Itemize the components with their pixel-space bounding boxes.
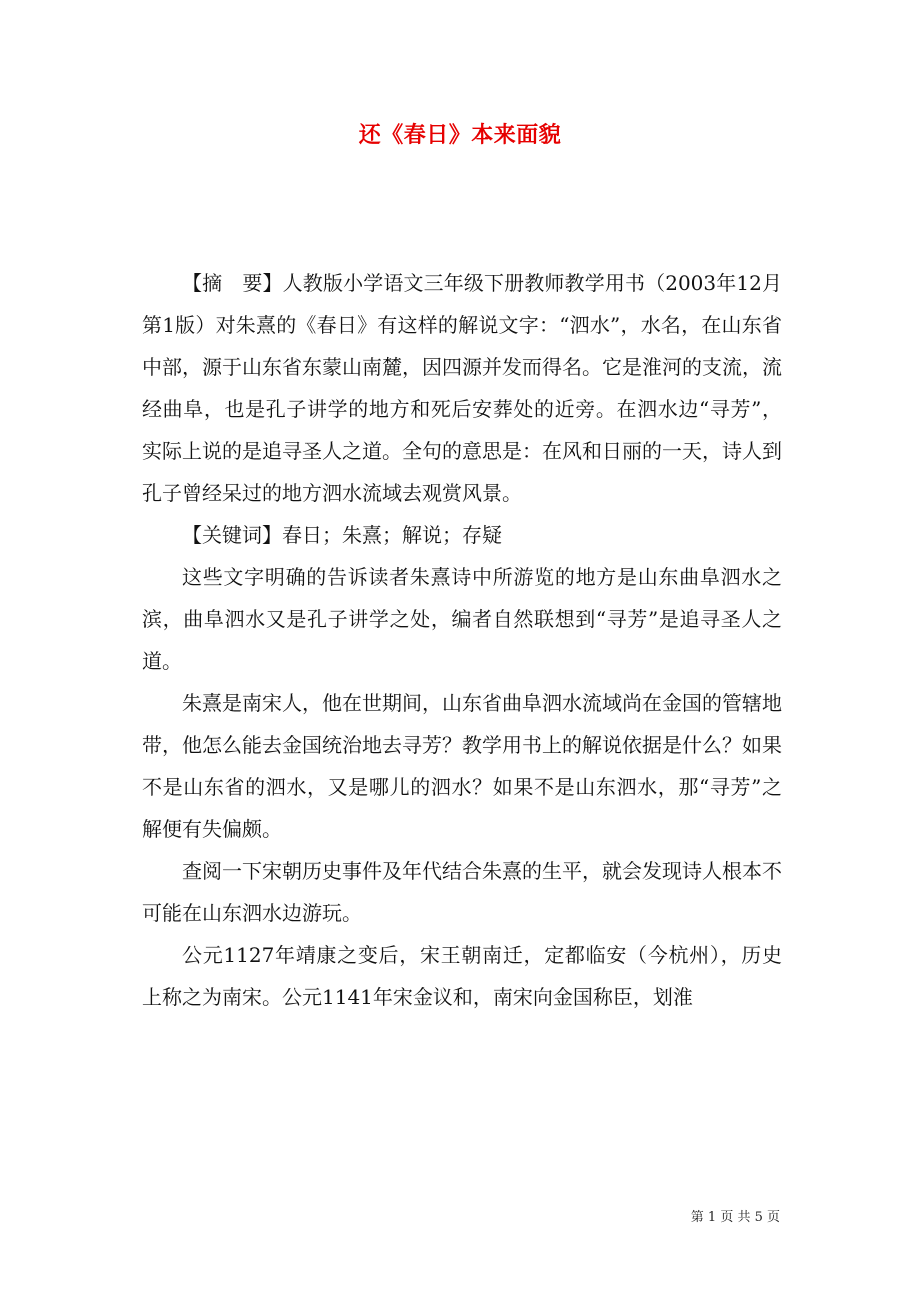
document-title: 还《春日》本来面貌	[358, 122, 562, 148]
body-paragraph-1: 这些文字明确的告诉读者朱熹诗中所游览的地方是山东曲阜泗水之滨，曲阜泗水又是孔子讲学之处，编者自然联想到“寻芳”是追寻圣人之道。	[142, 565, 782, 673]
document-body	[142, 262, 782, 1018]
body-paragraph-4: 公元1127年靖康之变后，宋王朝南迁，定都临安（今杭州），历史上称之为南宋。公元1141年宋金议和，南宋向金国称臣，划淮	[142, 943, 782, 1009]
body-paragraph-2: 朱熹是南宋人，他在世期间，山东省曲阜泗水流域尚在金国的管辖地带，他怎么能去金国统治地去寻芳？教学用书上的解说依据是什么？如果不是山东省的泗水，又是哪儿的泗水？如果不是山东泗水，那“寻芳”之解便有失偏颇。	[142, 691, 782, 841]
keywords-paragraph: 【关键词】春日；朱熹；解说；存疑	[182, 523, 502, 547]
abstract-paragraph: 【摘 要】人教版小学语文三年级下册教师教学用书（2003年12月第1版）对朱熹的《春日》有这样的解说文字：“泗水”，水名，在山东省中部，源于山东省东蒙山南麓，因四源并发而得名。它是淮河的支流，流经曲阜，也是孔子讲学的地方和死后安葬处的近旁。在泗水边“寻芳”，实际上说的是追寻圣人之道。全句的意思是：在风和日丽的一天，诗人到孔子曾经呆过的地方泗水流域去观赏风景。	[142, 271, 782, 505]
page-number-footer: 第 1 页 共 5 页	[690, 1210, 780, 1225]
body-paragraph-3: 查阅一下宋朝历史事件及年代结合朱熹的生平，就会发现诗人根本不可能在山东泗水边游玩。	[142, 859, 782, 925]
